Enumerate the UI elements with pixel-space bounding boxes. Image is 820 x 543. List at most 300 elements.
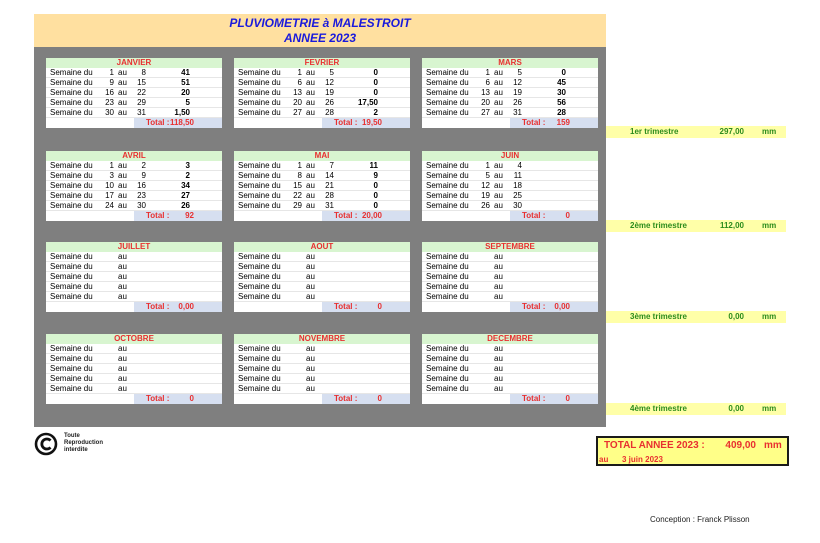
au-label: au [118,272,127,281]
month-name: JUIN [422,151,598,161]
au-label: au [306,68,315,77]
week-start-day: 10 [105,181,114,190]
week-label: Semaine du [426,161,469,170]
week-start-day: 8 [297,171,302,180]
week-start-day: 9 [109,78,114,87]
au-label: au [494,344,503,353]
annual-total-box [596,436,789,466]
week-row [46,292,222,302]
week-label: Semaine du [50,191,93,200]
week-row [46,98,222,108]
week-label: Semaine du [50,181,93,190]
au-label: au [306,364,315,373]
week-row [422,354,598,364]
month-table-mai [234,151,410,221]
week-label: Semaine du [238,98,281,107]
week-start-day: 17 [105,191,114,200]
month-table-mars [422,58,598,128]
page-year: ANNEE 2023 [283,31,357,45]
week-label: Semaine du [426,88,469,97]
month-table-octobre [46,334,222,404]
week-start-day: 15 [293,181,302,190]
au-label: au [494,252,503,261]
week-row [422,68,598,78]
week-row [234,384,410,394]
week-row [46,78,222,88]
week-end-day: 26 [325,98,334,107]
copyright-text: Toute Reproduction interdite [64,433,103,453]
month-table-janvier [46,58,222,128]
week-label: Semaine du [426,282,469,291]
week-end-day: 30 [137,201,146,210]
week-row [422,201,598,211]
au-label: au [118,98,127,107]
week-row [46,181,222,191]
total-label: Total : [522,302,546,311]
week-label: Semaine du [238,78,281,87]
week-row [234,282,410,292]
week-row [46,252,222,262]
week-row [422,292,598,302]
au-label: au [494,364,503,373]
total-label: Total : [522,394,546,403]
week-row [234,98,410,108]
total-label: Total : [146,118,170,127]
au-label: au [494,354,503,363]
month-name: NOVEMBRE [234,334,410,344]
week-label: Semaine du [426,78,469,87]
week-end-day: 11 [513,171,522,180]
au-label: au [494,292,503,301]
au-label: au [118,292,127,301]
month-table-septembre [422,242,598,312]
month-total-row [422,118,598,128]
rainfall-value: 2 [373,108,378,117]
week-row [422,191,598,201]
week-end-day: 9 [141,171,146,180]
month-total-row [234,118,410,128]
week-start-day: 19 [481,191,490,200]
au-label: au [118,171,127,180]
week-label: Semaine du [50,384,93,393]
au-label: au [494,68,503,77]
week-label: Semaine du [238,364,281,373]
month-name: DECEMBRE [422,334,598,344]
week-start-day: 24 [105,201,114,210]
week-label: Semaine du [238,252,281,261]
week-label: Semaine du [50,68,93,77]
month-total-row [422,211,598,221]
week-row [234,354,410,364]
annual-date: 3 juin 2023 [622,455,663,464]
week-label: Semaine du [50,354,93,363]
au-label: au [306,191,315,200]
au-label: au [118,384,127,393]
week-label: Semaine du [238,171,281,180]
month-table-aout [234,242,410,312]
week-end-day: 31 [137,108,146,117]
quarter-unit: mm [762,127,777,136]
month-total-row [422,394,598,404]
week-end-day: 7 [329,161,334,170]
month-total-value: 0 [565,394,570,403]
au-label: au [306,282,315,291]
month-table-decembre [422,334,598,404]
total-label: Total : [334,211,358,220]
week-label: Semaine du [50,78,93,87]
week-row [46,171,222,181]
week-label: Semaine du [426,292,469,301]
week-label: Semaine du [238,292,281,301]
month-total-value: 0 [377,302,382,311]
month-name: SEPTEMBRE [422,242,598,252]
au-label: au [494,171,503,180]
week-row [422,384,598,394]
rainfall-value: 3 [185,161,190,170]
month-name: OCTOBRE [46,334,222,344]
rainfall-value: 0 [373,68,378,77]
month-total-value: 0 [377,394,382,403]
week-end-day: 8 [141,68,146,77]
au-label: au [118,191,127,200]
week-start-day: 1 [485,68,490,77]
week-end-day: 28 [325,191,334,200]
week-label: Semaine du [238,344,281,353]
week-label: Semaine du [50,108,93,117]
week-end-day: 14 [325,171,334,180]
week-row [46,384,222,394]
page-header [34,14,606,47]
au-label: au [494,201,503,210]
rainfall-value: 56 [557,98,566,107]
au-label: au [306,344,315,353]
week-row [422,181,598,191]
week-start-day: 1 [109,161,114,170]
rainfall-value: 5 [185,98,190,107]
week-start-day: 26 [481,201,490,210]
copyright-notice [34,432,134,456]
week-label: Semaine du [238,282,281,291]
week-end-day: 30 [513,201,522,210]
week-start-day: 20 [481,98,490,107]
month-name: MAI [234,151,410,161]
week-start-day: 13 [481,88,490,97]
week-start-day: 27 [481,108,490,117]
week-row [422,88,598,98]
week-label: Semaine du [50,161,93,170]
total-label: Total : [522,211,546,220]
au-label: au [306,78,315,87]
week-label: Semaine du [50,292,93,301]
week-row [422,272,598,282]
au-label: au [118,252,127,261]
week-label: Semaine du [426,364,469,373]
rainfall-value: 1,50 [174,108,190,117]
week-row [46,364,222,374]
month-table-novembre [234,334,410,404]
au-label: au [306,272,315,281]
week-end-day: 2 [141,161,146,170]
au-label: au [494,181,503,190]
month-total-value: 0 [565,211,570,220]
rainfall-value: 28 [557,108,566,117]
rainfall-value: 9 [373,171,378,180]
week-start-day: 1 [485,161,490,170]
rainfall-value: 0 [373,201,378,210]
week-start-day: 30 [105,108,114,117]
page-title: PLUVIOMETRIE à MALESTROIT [229,16,411,30]
au-label: au [118,282,127,291]
au-label: au [494,98,503,107]
rainfall-value: 26 [181,201,190,210]
week-end-day: 25 [513,191,522,200]
rainfall-value: 51 [181,78,190,87]
week-start-day: 12 [481,181,490,190]
au-label: au [118,68,127,77]
au-label: au [494,108,503,117]
month-total-value: 20,00 [361,211,382,220]
month-name: JANVIER [46,58,222,68]
week-end-day: 26 [513,98,522,107]
week-start-day: 13 [293,88,302,97]
au-label: au [494,88,503,97]
week-row [234,374,410,384]
month-total-row [234,394,410,404]
week-row [422,252,598,262]
month-total-row [422,302,598,312]
rainfall-value: 34 [181,181,190,190]
week-row [234,181,410,191]
week-row [46,191,222,201]
au-label: au [306,201,315,210]
total-label: Total : [146,211,170,220]
au-label: au [494,374,503,383]
month-total-row [234,302,410,312]
week-start-day: 20 [293,98,302,107]
week-label: Semaine du [50,98,93,107]
week-label: Semaine du [238,68,281,77]
week-row [234,161,410,171]
au-label: au [118,262,127,271]
week-start-day: 27 [293,108,302,117]
week-start-day: 29 [293,201,302,210]
week-label: Semaine du [50,88,93,97]
month-total-value: 0,00 [554,302,570,311]
month-name: AOUT [234,242,410,252]
au-label: au [306,354,315,363]
week-label: Semaine du [426,354,469,363]
au-label: au [306,262,315,271]
week-row [234,108,410,118]
month-table-juillet [46,242,222,312]
week-row [46,262,222,272]
au-label: au [494,384,503,393]
au-label: au [118,78,127,87]
rainfall-value: 11 [369,161,378,170]
au-label: au [306,181,315,190]
week-row [422,262,598,272]
week-label: Semaine du [238,108,281,117]
week-end-day: 4 [517,161,522,170]
au-label: au [118,354,127,363]
week-end-day: 12 [513,78,522,87]
week-row [422,364,598,374]
total-label: Total : [334,118,358,127]
quarter-value: 0,00 [728,404,744,413]
au-label: au [118,88,127,97]
week-label: Semaine du [50,262,93,271]
week-end-day: 5 [517,68,522,77]
month-name: AVRIL [46,151,222,161]
quarter-label: 3ème trimestre [630,312,687,321]
month-total-value: 159 [556,118,570,127]
week-label: Semaine du [238,88,281,97]
week-row [46,374,222,384]
month-total-row [234,211,410,221]
week-label: Semaine du [50,171,93,180]
week-label: Semaine du [238,384,281,393]
week-label: Semaine du [426,374,469,383]
week-label: Semaine du [50,252,93,261]
total-label: Total : [334,394,358,403]
week-row [46,201,222,211]
week-label: Semaine du [426,262,469,271]
month-name: FEVRIER [234,58,410,68]
au-label: au [118,374,127,383]
month-total-value: 0,00 [178,302,194,311]
week-label: Semaine du [426,171,469,180]
week-row [422,282,598,292]
quarter-unit: mm [762,221,777,230]
week-start-day: 6 [485,78,490,87]
week-row [234,252,410,262]
week-start-day: 16 [105,88,114,97]
week-row [46,354,222,364]
week-end-day: 19 [325,88,334,97]
quarter-value: 112,00 [719,221,744,230]
week-row [234,171,410,181]
week-end-day: 23 [137,191,146,200]
au-label: au [494,282,503,291]
week-label: Semaine du [50,364,93,373]
au-label: au [306,108,315,117]
week-label: Semaine du [426,68,469,77]
month-total-value: 0 [189,394,194,403]
week-label: Semaine du [238,201,281,210]
au-label: au [118,181,127,190]
week-row [46,88,222,98]
au-label: au [306,252,315,261]
week-row [234,78,410,88]
annual-au-label: au [599,455,609,464]
total-label: Total : [522,118,546,127]
rainfall-value: 27 [181,191,190,200]
week-row [234,68,410,78]
week-row [234,364,410,374]
week-end-day: 19 [513,88,522,97]
week-end-day: 22 [137,88,146,97]
au-label: au [118,161,127,170]
week-end-day: 18 [513,181,522,190]
week-end-day: 31 [513,108,522,117]
quarter-value: 297,00 [719,127,744,136]
rainfall-value: 45 [557,78,566,87]
week-start-day: 5 [485,171,490,180]
month-total-row [46,211,222,221]
au-label: au [306,98,315,107]
au-label: au [494,161,503,170]
week-row [422,161,598,171]
quarter-total-1 [606,126,786,138]
quarter-total-2 [606,220,786,232]
month-table-fevrier [234,58,410,128]
quarter-value: 0,00 [728,312,744,321]
rainfall-value: 0 [373,181,378,190]
rainfall-value: 0 [373,88,378,97]
annual-total-label: TOTAL ANNEE 2023 : [604,440,705,451]
week-label: Semaine du [426,191,469,200]
week-end-day: 29 [137,98,146,107]
month-total-row [46,394,222,404]
au-label: au [306,384,315,393]
rainfall-value: 0 [373,78,378,87]
week-label: Semaine du [238,272,281,281]
week-end-day: 21 [325,181,334,190]
week-row [46,282,222,292]
month-name: JUILLET [46,242,222,252]
week-row [234,262,410,272]
total-label: Total : [146,394,170,403]
total-label: Total : [146,302,170,311]
au-label: au [494,191,503,200]
week-label: Semaine du [426,181,469,190]
week-row [234,191,410,201]
week-end-day: 28 [325,108,334,117]
rainfall-value: 30 [557,88,566,97]
week-start-day: 1 [297,68,302,77]
week-row [46,272,222,282]
week-row [422,78,598,88]
week-row [234,344,410,354]
week-start-day: 3 [109,171,114,180]
week-label: Semaine du [238,181,281,190]
week-end-day: 15 [137,78,146,87]
week-label: Semaine du [50,201,93,210]
week-row [234,292,410,302]
quarter-label: 2ème trimestre [630,221,687,230]
week-label: Semaine du [426,108,469,117]
month-total-row [46,118,222,128]
rainfall-value: 0 [373,191,378,200]
week-label: Semaine du [238,161,281,170]
week-label: Semaine du [238,262,281,271]
rainfall-value: 0 [561,68,566,77]
month-table-juin [422,151,598,221]
annual-total-value: 409,00 [725,440,756,451]
week-label: Semaine du [426,344,469,353]
week-row [46,161,222,171]
quarter-total-4 [606,403,786,415]
month-total-row [46,302,222,312]
week-label: Semaine du [426,272,469,281]
au-label: au [118,201,127,210]
week-end-day: 12 [325,78,334,87]
week-end-day: 16 [137,181,146,190]
week-label: Semaine du [50,282,93,291]
quarter-unit: mm [762,312,777,321]
week-start-day: 22 [293,191,302,200]
month-total-value: 118,50 [169,118,194,127]
